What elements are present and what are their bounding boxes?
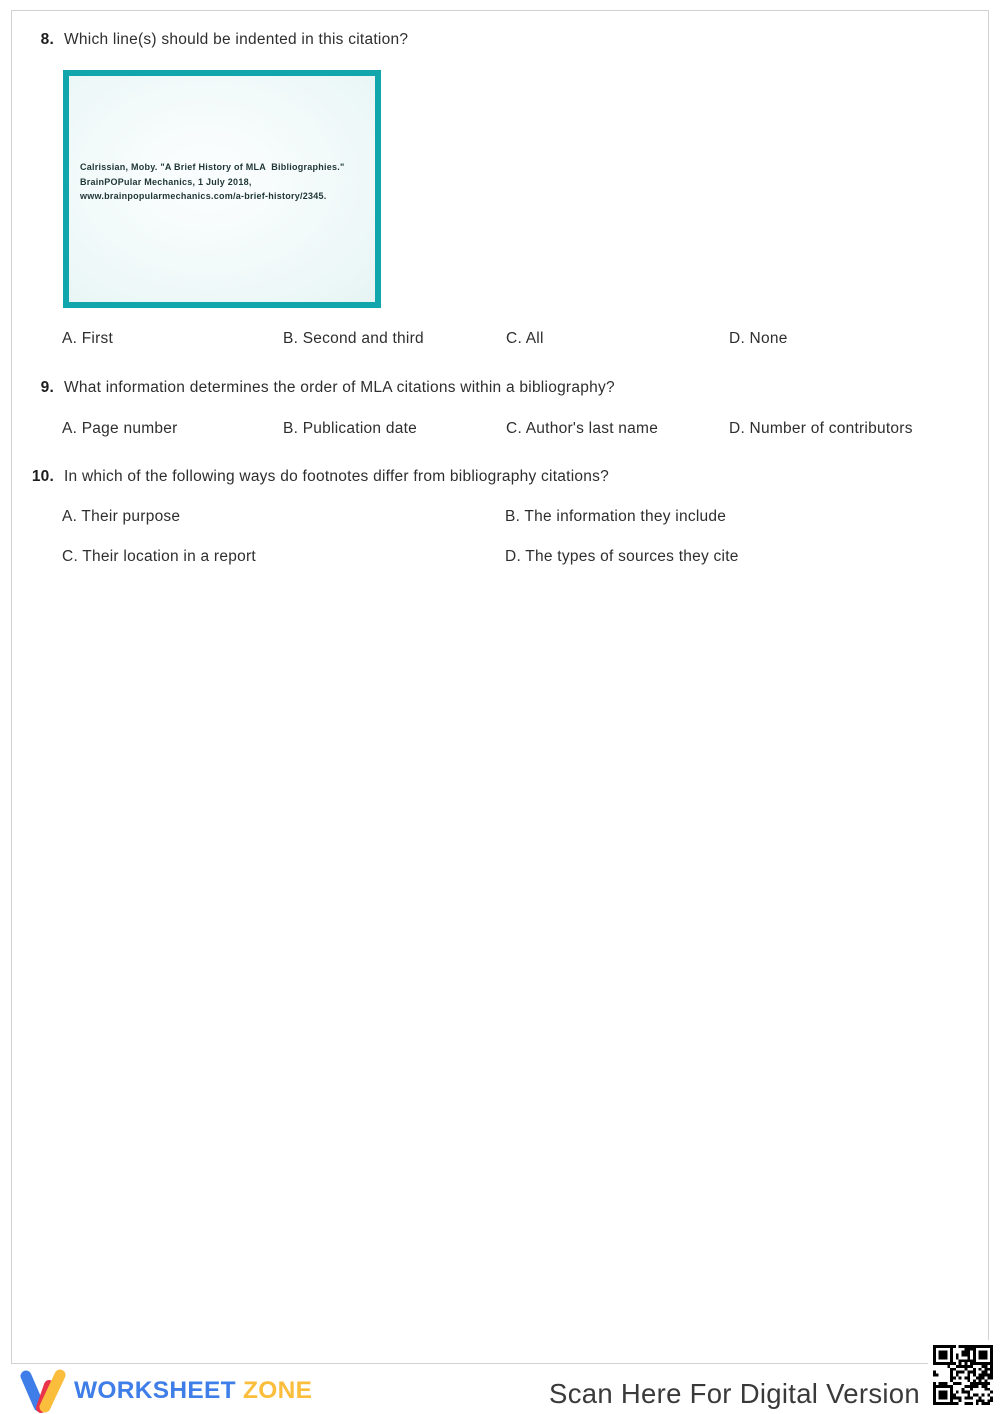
- question-8-number: 8.: [40, 31, 54, 48]
- question-10: [20, 468, 609, 486]
- question-10-option-a: A. Their purpose: [62, 508, 181, 525]
- question-9-text: What information determines the order of MLA citations within a bibliography?: [64, 379, 615, 396]
- question-9-option-d: D. Number of contributors: [729, 420, 913, 437]
- worksheetzone-logo-icon: [18, 1368, 66, 1414]
- question-10-number: 10.: [31, 468, 54, 485]
- citation-card: [63, 70, 381, 308]
- question-8-option-b: B. Second and third: [283, 330, 424, 347]
- question-9-option-a: A. Page number: [62, 420, 178, 437]
- scan-here-text: Scan Here For Digital Version: [549, 1378, 920, 1409]
- question-8-option-c: C. All: [506, 330, 544, 347]
- citation-text-block: [80, 160, 344, 204]
- question-10-text: In which of the following ways do footnotes differ from bibliography citations?: [64, 468, 610, 485]
- question-8: [20, 31, 408, 49]
- citation-line-1: Calrissian, Moby. "A Brief History of MLA Bibliographies.": [80, 162, 345, 172]
- worksheetzone-logo: [18, 1368, 312, 1414]
- question-9-number: 9.: [40, 379, 54, 396]
- citation-line-3: www.brainpopularmechanics.com/a-brief-history/2345.: [80, 191, 327, 201]
- question-9-option-c: C. Author's last name: [506, 420, 659, 437]
- question-9-option-b: B. Publication date: [283, 420, 418, 437]
- question-8-option-a: A. First: [62, 330, 114, 347]
- citation-line-2: BrainPOPular Mechanics, 1 July 2018,: [80, 176, 252, 187]
- question-8-text: Which line(s) should be indented in this citation?: [64, 31, 409, 48]
- qr-code-icon: [928, 1340, 998, 1410]
- question-10-option-d: D. The types of sources they cite: [505, 548, 739, 565]
- question-9: [20, 379, 615, 397]
- question-8-option-d: D. None: [729, 330, 788, 347]
- question-10-option-c: C. Their location in a report: [62, 548, 256, 565]
- brand-word-worksheet: WORKSHEET: [74, 1377, 236, 1404]
- brand-word-zone: ZONE: [242, 1377, 313, 1404]
- question-10-option-b: B. The information they include: [505, 508, 727, 525]
